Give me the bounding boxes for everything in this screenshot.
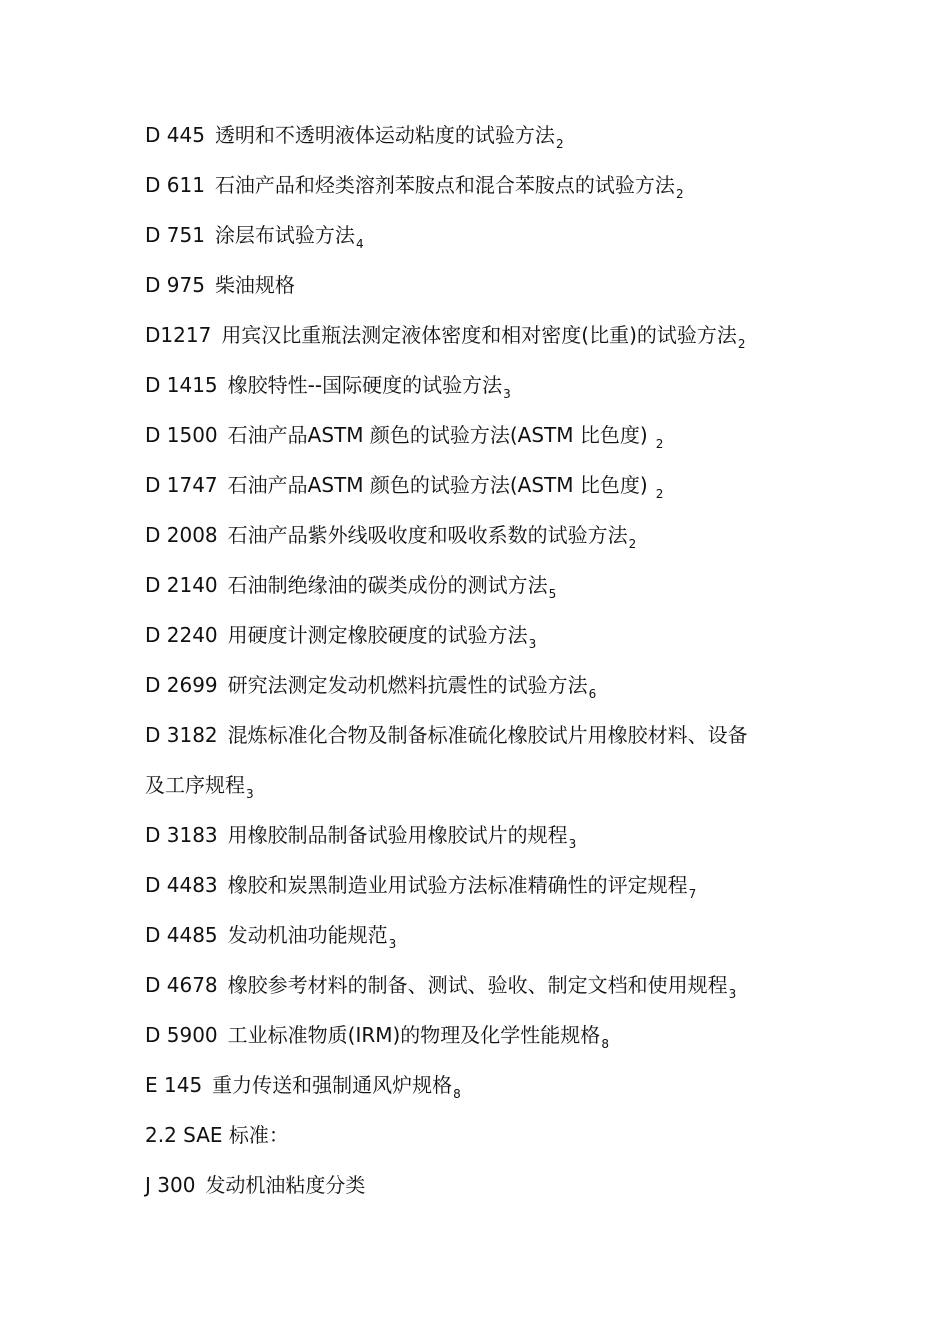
standard-code: D 3183 [145,823,218,847]
standard-entry [145,422,825,457]
standard-code: J 300 [145,1173,196,1197]
reference-number: 3 [388,937,397,951]
standard-title: 研究法测定发动机燃料抗震性的试验方法 [227,673,588,697]
standard-code: D 2008 [145,523,218,547]
standard-title: 用宾汉比重瓶法测定液体密度和相对密度(比重)的试验方法 [221,323,737,347]
reference-number: 2 [675,187,684,201]
standard-title: 涂层布试验方法 [214,223,355,247]
standard-title: 发动机油粘度分类 [205,1173,366,1197]
standard-entry [145,572,825,607]
standard-title: 石油产品ASTM 颜色的试验方法(ASTM 比色度) [227,423,648,447]
standard-title: 柴油规格 [214,273,295,297]
standard-entry [145,272,825,298]
standard-entry [145,1022,825,1057]
reference-number: 7 [688,887,697,901]
reference-number: 3 [528,637,537,651]
standard-entry-continuation [145,772,825,807]
standard-code: D 1747 [145,473,218,497]
reference-number: 3 [728,987,737,1001]
standard-code: E 145 [145,1073,203,1097]
standard-code: D 445 [145,123,205,147]
sae-standard-entry [145,1172,825,1198]
reference-number: 6 [588,687,597,701]
standard-code: D1217 [145,323,212,347]
standard-entry [145,972,825,1007]
reference-number: 2 [737,337,746,351]
standard-title: 用硬度计测定橡胶硬度的试验方法 [227,623,528,647]
standard-entry [145,672,825,707]
standard-entry [145,872,825,907]
standard-title: 石油产品紫外线吸收度和吸收系数的试验方法 [227,523,628,547]
standard-entry [145,722,825,748]
standard-title: 石油制绝缘油的碳类成份的测试方法 [227,573,548,597]
standard-code: D 1500 [145,423,218,447]
reference-number: 3 [568,837,577,851]
standard-entry [145,122,825,157]
standard-code: D 2699 [145,673,218,697]
standard-code: D 4483 [145,873,218,897]
standard-entry [145,922,825,957]
reference-number: 2 [555,137,564,151]
reference-number: 5 [548,587,557,601]
standard-entry [145,322,825,357]
standard-code: D 751 [145,223,205,247]
reference-number: 2 [655,487,664,501]
standard-title: 石油产品ASTM 颜色的试验方法(ASTM 比色度) [227,473,648,497]
standard-code: D 1415 [145,373,218,397]
section-heading: 2.2 SAE 标准： [145,1123,289,1147]
standard-title: 石油产品和烃类溶剂苯胺点和混合苯胺点的试验方法 [214,173,675,197]
standard-code: D 611 [145,173,205,197]
reference-number: 3 [503,387,511,401]
standard-entry [145,472,825,507]
standard-title: 重力传送和强制通风炉规格 [212,1073,453,1097]
standard-title: 橡胶和炭黑制造业用试验方法标准精确性的评定规程 [227,873,688,897]
reference-number: 8 [601,1037,609,1051]
standard-title: 混炼标准化合物及制备标准硫化橡胶试片用橡胶材料、设备 [227,723,748,747]
standard-title: 橡胶参考材料的制备、测试、验收、制定文档和使用规程 [227,973,728,997]
standard-entry [145,1072,825,1107]
standard-title: 及工序规程 [145,773,245,797]
standard-entry [145,372,825,407]
standard-code: D 975 [145,273,205,297]
standard-code: D 4485 [145,923,218,947]
standard-title: 透明和不透明液体运动粘度的试验方法 [214,123,555,147]
reference-number: 3 [246,787,254,801]
reference-number: 8 [453,1087,461,1101]
standard-entry [145,522,825,557]
standard-title: 用橡胶制品制备试验用橡胶试片的规程 [227,823,568,847]
standard-code: D 2140 [145,573,218,597]
standard-code: D 4678 [145,973,218,997]
standard-title: 发动机油功能规范 [227,923,388,947]
standard-title: 工业标准物质(IRM)的物理及化学性能规格 [227,1023,601,1047]
standard-entry [145,222,825,257]
reference-number: 2 [628,537,637,551]
standard-code: D 3182 [145,723,218,747]
standard-code: D 2240 [145,623,218,647]
standard-title: 橡胶特性--国际硬度的试验方法 [227,373,503,397]
standard-entry [145,622,825,657]
reference-number: 2 [655,437,664,451]
reference-number: 4 [355,237,364,251]
standard-code: D 5900 [145,1023,218,1047]
standard-entry [145,822,825,857]
standard-entry [145,172,825,207]
